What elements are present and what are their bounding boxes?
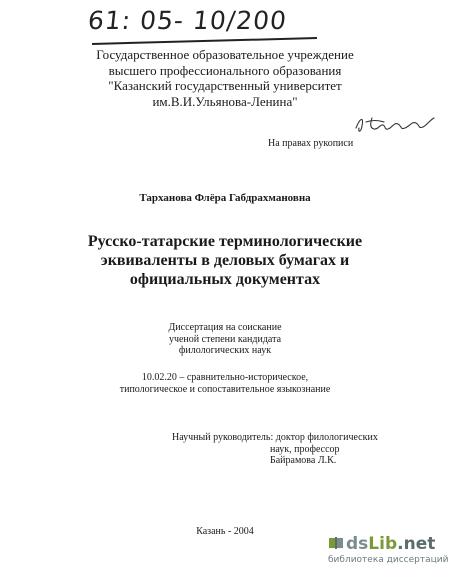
- watermark-lib: Lib: [368, 534, 398, 554]
- archive-stamp: 61: 05- 10/200: [86, 6, 289, 35]
- stamp-underline: [92, 37, 317, 45]
- specialty-line: 10.02.20 – сравнительно-историческое,: [141, 372, 309, 383]
- supervisor-block: [172, 432, 402, 467]
- watermark-ds: ds: [346, 534, 369, 554]
- degree-line: филологических наук: [178, 345, 272, 356]
- book-icon: [328, 535, 344, 551]
- watermark-net: .net: [397, 534, 436, 554]
- institution-line: им.В.И.Ульянова-Ленина": [152, 93, 298, 109]
- title-line: Русско-татарские терминологические: [87, 233, 363, 250]
- city-year: Казань - 2004: [196, 526, 254, 537]
- degree-line: ученой степени кандидата: [168, 333, 282, 345]
- watermark-subtitle: библиотека диссертаций: [328, 555, 449, 565]
- title-line: официальных документах: [129, 271, 321, 288]
- watermark-logo: [328, 534, 446, 554]
- institution-header: [80, 47, 370, 109]
- handwritten-signature: [350, 108, 440, 138]
- supervisor-line: Байрамова Л.К.: [270, 455, 337, 466]
- dslib-watermark: [328, 534, 449, 578]
- author-name: Тарханова Флёра Габдрахмановна: [139, 192, 311, 204]
- degree-line: Диссертация на соискание: [168, 322, 282, 333]
- degree-statement: [150, 322, 300, 357]
- dissertation-title: [60, 232, 390, 289]
- title-line: эквиваленты в деловых бумагах и: [100, 252, 350, 269]
- rights-note: На правах рукописи: [268, 138, 354, 149]
- supervisor-line: наук, профессор: [270, 443, 340, 455]
- specialty-line: типологическое и сопоставительное языкознание: [119, 383, 331, 395]
- specialty-code: [105, 372, 345, 395]
- supervisor-line: Научный руководитель: доктор филологических: [172, 432, 378, 443]
- institution-line: высшего профессионального образования: [108, 62, 342, 78]
- institution-line: "Казанский государственный университет: [108, 78, 342, 93]
- institution-line: Государственное образовательное учреждение: [96, 47, 354, 62]
